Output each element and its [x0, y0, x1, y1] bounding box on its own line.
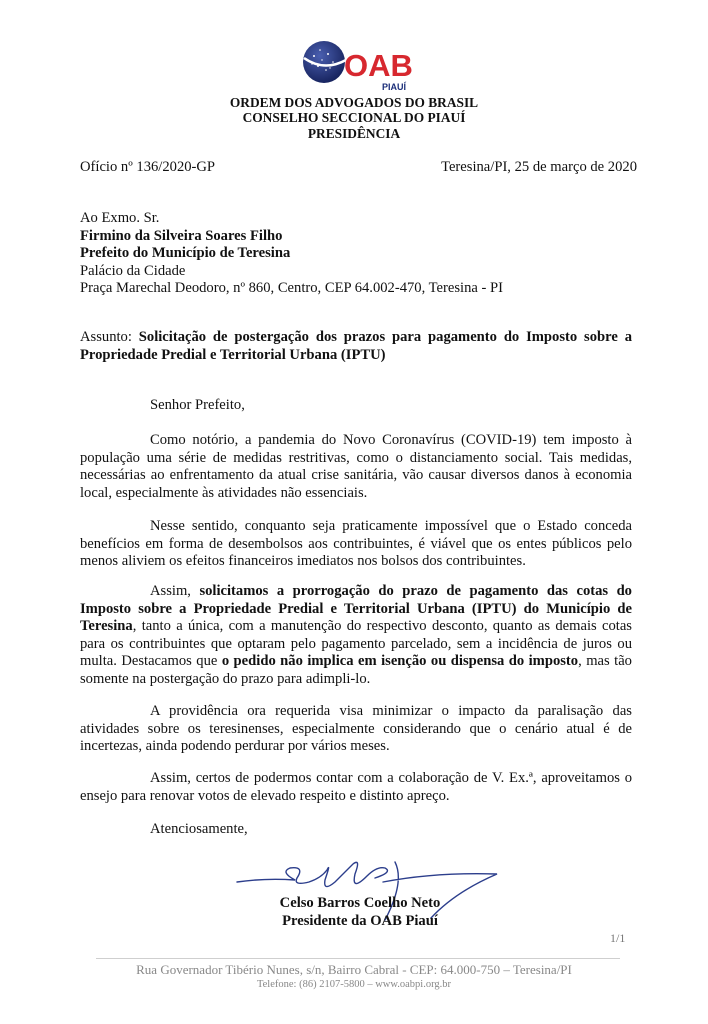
paragraph-3-emphasis: o pedido não implica em isenção ou dispensa do imposto: [221, 653, 579, 670]
paragraph-3-part-e: , mas tão somente na postergação do prazo para adimpli-lo.: [80, 653, 632, 687]
paragraph-2: Nesse sentido, conquanto seja praticamente impossível que o Estado conceda benefícios em forma de desembolsos aos contribuintes, é viável que os entes públicos pelo menos aliviem os efeitos financeiros imediatos nos bolsos dos contribuintes.: [80, 518, 632, 570]
logo-subtext: PIAUÍ: [381, 82, 407, 92]
paragraph-5: Assim, certos de podermos contar com a colaboração de V. Ex.ª, aproveitamos o ensejo para renovar votos de elevado respeito e distinto apreço.: [80, 770, 632, 804]
paragraph-3: [80, 583, 632, 689]
addressee-title: Prefeito do Município de Teresina: [80, 245, 291, 262]
footer-divider: [96, 958, 620, 959]
org-name: ORDEM DOS ADVOGADOS DO BRASIL: [229, 95, 479, 110]
reference-line: [80, 159, 637, 177]
addressee-salutation: Ao Exmo. Sr.: [80, 210, 160, 226]
paragraph-4: A providência ora requerida visa minimizar o impacto da paralisação das atividades sobre os teresinenses, especialmente considerando que o cenário atual é de incertezas, ainda podendo perdurar por vários meses.: [80, 703, 632, 755]
logo-text: OAB: [344, 48, 413, 83]
signer-role: Presidente da OAB Piauí: [282, 913, 438, 929]
footer-address: Rua Governador Tibério Nunes, s/n, Bairro Cabral - CEP: 64.000-750 – Teresina/PI: [136, 962, 572, 977]
subject-line: [80, 329, 632, 364]
page-number: 1/1: [610, 931, 626, 945]
document-number: Ofício nº 136/2020-GP: [80, 159, 216, 175]
paragraph-1: Como notório, a pandemia do Novo Coronavírus (COVID-19) tem imposto à população uma série de medidas restritivas, como o distanciamento social. Tais medidas, necessárias ao enfrentamento da atual crise sanitária, vão causar diversos danos à economia local, especialmente às atividades não essenciais.: [80, 432, 632, 501]
footer-contact: Telefone: (86) 2107-5800 – www.oabpi.org.br: [256, 979, 452, 990]
subject-text: Solicitação de postergação dos prazos para pagamento do Imposto sobre a Propriedade Predial e Territorial Urbana (IPTU): [80, 329, 632, 363]
paragraph-3-part-a: Assim,: [150, 583, 200, 599]
closing: Atenciosamente,: [150, 821, 248, 837]
addressee-name: Firmino da Silveira Soares Filho: [80, 227, 283, 244]
council-name: CONSELHO SECCIONAL DO PIAUÍ: [242, 110, 466, 126]
letterhead: [0, 95, 708, 141]
oab-logo: [300, 38, 418, 94]
paragraph-3-part-c: , tanto a única, com a manutenção do respectivo desconto, quanto as demais cotas para os contribuintes que optaram pelo pagamento parcelado, sem a incidência de juros ou multa. Destacamos que: [80, 618, 632, 670]
addressee-block: [80, 210, 640, 298]
signer-name: Celso Barros Coelho Neto: [279, 895, 441, 911]
signer-block: [240, 894, 480, 930]
paragraph-3-request: solicitamos a prorrogação do prazo de pagamento das cotas do Imposto sobre a Propriedade Predial e Territorial Urbana (IPTU) do Município de Teresina: [80, 583, 632, 635]
footer: [0, 961, 708, 992]
place-date: Teresina/PI, 25 de março de 2020: [441, 159, 637, 175]
greeting: Senhor Prefeito,: [150, 397, 245, 413]
addressee-building: Palácio da Cidade: [80, 262, 186, 279]
addressee-address: Praça Marechal Deodoro, nº 860, Centro, CEP 64.002-470, Teresina - PI: [80, 280, 503, 297]
office-name: PRESIDÊNCIA: [307, 125, 401, 141]
subject-label: Assunto:: [80, 329, 132, 345]
